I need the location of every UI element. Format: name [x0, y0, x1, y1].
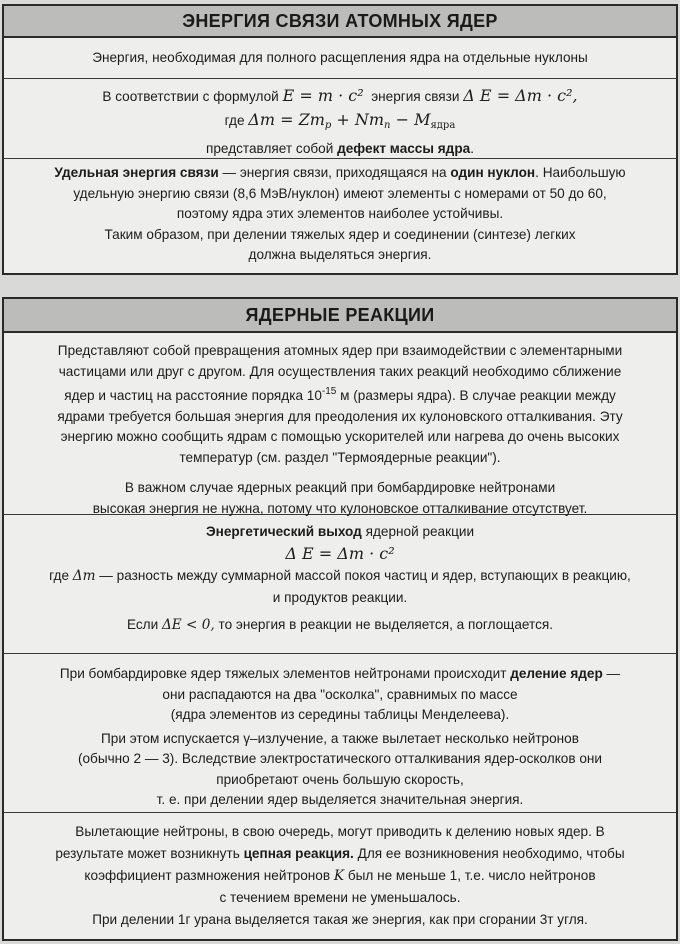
intro-exponent: -15: [321, 386, 337, 397]
energy-yield-term: Энергетический выход: [205, 524, 362, 539]
formula-e-mc2: E = m · c²: [282, 86, 364, 105]
fission-line-3: (ядра элементов из середины таблицы Менделеева).: [170, 707, 510, 722]
fission-line-4: При этом испускается γ–излучение, а также вылетает несколько нейтронов: [101, 730, 579, 746]
chain-line-3b: был не меньше 1, т.е. число нейтронов: [347, 868, 596, 883]
yield-line-4: и продуктов реакции.: [272, 590, 408, 605]
intro-line-4: ядрами требуется большая энергия для преодоления их кулоновского отталкивания. Эту: [57, 408, 623, 424]
dm-part-3: − M: [390, 110, 431, 129]
yield-if: Если: [126, 617, 159, 632]
dm-sub-p: p: [324, 120, 332, 131]
formula-line-1: [14, 84, 666, 108]
where-label: где: [224, 113, 245, 128]
intro-line-1: Представляют собой превращения атомных ядер при взаимодействии с элементарными: [57, 343, 623, 358]
formula-intro: В соответствии с формулой: [102, 89, 279, 104]
chain-line-4: с течением времени не уменьшалось.: [219, 890, 461, 905]
chain-line-1: Вылетающие нейтроны, в свою очередь, могут приводить к делению новых ядер. В: [75, 824, 605, 839]
dm-part-1: Δm = Zm: [248, 110, 325, 129]
intro-line-5: энергию можно сообщить ядрам с помощью ускорителей или нагрева до очень высоких: [60, 429, 620, 444]
defect-suffix: .: [470, 141, 474, 156]
intro-line-3b: м (размеры ядра). В случае реакции между: [336, 388, 616, 403]
chain-line-2: [14, 843, 666, 865]
yield-line-1: [14, 521, 666, 543]
k-symbol: K: [333, 868, 345, 884]
reactions-intro-block: [4, 333, 676, 514]
intro-line-3: [14, 382, 666, 407]
chain-line-3: [14, 865, 666, 887]
yield-text: ядерной реакции: [361, 524, 475, 539]
chain-line-2a: результате может возникнуть: [55, 846, 240, 861]
specific-text-1: — энергия связи, приходящаяся на: [218, 165, 451, 180]
yield-where-text: — разность между суммарной массой покоя частиц и ядер, вступающих в реакцию,: [95, 568, 631, 583]
one-nucleon-term: один нуклон: [450, 165, 536, 180]
definition-text: Энергия, необходимая для полного расщепления ядра на отдельные нуклоны: [92, 50, 588, 65]
dm-part-2: + Nm: [331, 110, 385, 129]
mass-defect-formula: [248, 110, 455, 129]
intro-line-3a: ядер и частиц на расстояние порядка 10: [64, 388, 322, 403]
fission-line-1: [14, 664, 666, 685]
chain-line-5: При делении 1г урана выделяется такая же энергия, как при сгорании 3т угля.: [92, 912, 588, 927]
yield-neg-text: то энергия в реакции не выделяется, а поглощается.: [218, 617, 554, 632]
fission-term: деление ядер: [510, 666, 603, 681]
specific-line-1: [14, 163, 666, 184]
binding-energy-section: [2, 4, 678, 275]
fission-block: [4, 653, 676, 812]
energy-yield-block: [4, 514, 676, 653]
specific-text-2: . Наибольшую: [535, 165, 626, 180]
dm-sub-nucleus: ядра: [430, 120, 456, 131]
specific-line-2: удельную энергию связи (8,6 МэВ/нуклон) имеют элементы с номерами от 50 до 60,: [73, 185, 607, 201]
chain-line-2b: Для ее возникновения необходимо, чтобы: [353, 846, 625, 861]
neutron-line-1: В важном случае ядерных реакций при бомбардировке нейтронами: [124, 480, 556, 495]
intro-line-2: частицами или друг с другом. Для осуществления таких реакций необходимо сближение: [58, 363, 622, 379]
chain-reaction-block: [4, 812, 676, 940]
specific-line-3: поэтому ядра этих элементов наиболее устойчивы.: [176, 206, 504, 221]
yield-line-3: [14, 565, 666, 587]
fission-line-7: т. е. при делении ядер выделяется значительная энергия.: [156, 792, 524, 807]
formula-line-3: [14, 137, 666, 160]
chain-line-3a: коэффициент размножения нейтронов: [84, 868, 331, 883]
fission-line-5: (обычно 2 — 3). Вследствие электростатического отталкивания ядер-осколков они: [77, 751, 603, 766]
yield-formula: Δ E = Δm · c²: [285, 544, 395, 563]
binding-energy-definition: [4, 38, 676, 78]
binding-energy-title: ЭНЕРГИЯ СВЯЗИ АТОМНЫХ ЯДЕР: [4, 6, 676, 38]
yield-line-5: [14, 614, 666, 636]
specific-energy-term: Удельная энергия связи: [54, 165, 219, 180]
specific-energy-block: [4, 158, 676, 275]
chain-reaction-term: цепная реакция.: [243, 846, 354, 861]
fission-line-1b: —: [602, 666, 621, 681]
yield-condition: ΔE < 0,: [161, 617, 215, 633]
yield-where-label: где: [49, 568, 70, 583]
mass-defect-term: дефект массы ядра: [337, 141, 471, 156]
fission-line-1a: При бомбардировке ядер тяжелых элементов нейтронами происходит: [59, 666, 507, 681]
formula-delta-e: Δ E = Δm · c²,: [463, 86, 578, 105]
yield-dm-symbol: Δm: [72, 568, 96, 584]
specific-line-4: Таким образом, при делении тяжелых ядер и соединении (синтезе) легких: [104, 226, 576, 242]
nuclear-reactions-section: [2, 297, 678, 941]
formula-line-2: [14, 108, 666, 137]
nuclear-reactions-title: ЯДЕРНЫЕ РЕАКЦИИ: [4, 299, 676, 333]
fission-line-6: приобретают очень большую скорость,: [216, 771, 464, 787]
specific-line-5: должна выделяться энергия.: [248, 247, 432, 262]
formula-mid-text: энергия связи: [371, 89, 460, 104]
formula-block: [4, 78, 676, 158]
intro-line-6: температур (см. раздел "Термоядерные реакции").: [179, 449, 501, 465]
neutron-line-2: высокая энергия не нужна, потому что кулоновское отталкивание отсутствует.: [92, 500, 588, 516]
defect-prefix: представляет собой: [206, 141, 334, 156]
dm-sub-n: n: [384, 120, 391, 131]
fission-line-2: они распадаются на два "осколка", сравнимых по массе: [162, 686, 518, 702]
